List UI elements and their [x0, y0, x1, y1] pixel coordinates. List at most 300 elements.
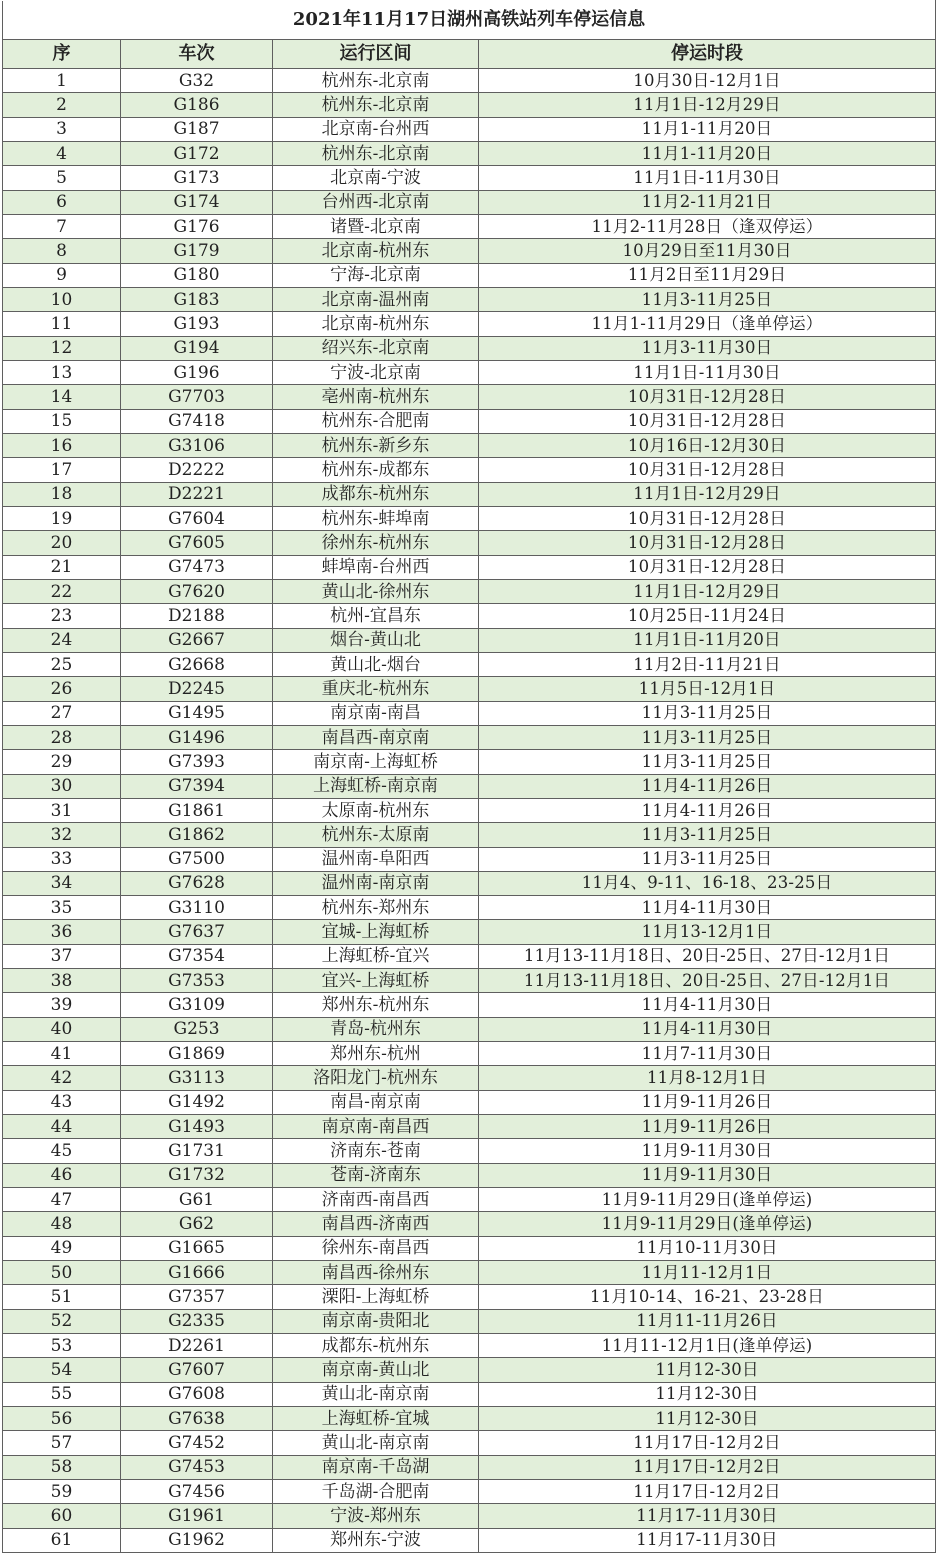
cell-seq: 11	[3, 312, 121, 336]
cell-seq: 33	[3, 847, 121, 871]
cell-period: 11月9-11月29日(逢单停运)	[479, 1188, 936, 1212]
cell-train: G186	[121, 93, 273, 117]
cell-route: 郑州东-杭州东	[273, 993, 479, 1017]
cell-train: G3109	[121, 993, 273, 1017]
cell-period: 11月3-11月25日	[479, 725, 936, 749]
cell-route: 北京南-宁波	[273, 166, 479, 190]
cell-route: 溧阳-上海虹桥	[273, 1285, 479, 1309]
cell-period: 11月1日-11月30日	[479, 360, 936, 384]
cell-period: 11月8-12月1日	[479, 1066, 936, 1090]
cell-train: G253	[121, 1017, 273, 1041]
cell-seq: 34	[3, 871, 121, 895]
cell-seq: 48	[3, 1212, 121, 1236]
cell-seq: 8	[3, 239, 121, 263]
cell-seq: 19	[3, 506, 121, 530]
cell-route: 杭州-宜昌东	[273, 604, 479, 628]
cell-train: G176	[121, 214, 273, 238]
cell-seq: 18	[3, 482, 121, 506]
cell-train: G7353	[121, 969, 273, 993]
table-row	[3, 555, 936, 579]
cell-period: 11月1-11月20日	[479, 141, 936, 165]
cell-period: 10月31日-12月28日	[479, 385, 936, 409]
cell-period: 11月2-11月28日（逢双停运）	[479, 214, 936, 238]
cell-train: G1492	[121, 1090, 273, 1114]
cell-seq: 57	[3, 1431, 121, 1455]
cell-route: 杭州东-郑州东	[273, 896, 479, 920]
table-row	[3, 1431, 936, 1455]
table-row	[3, 1261, 936, 1285]
cell-seq: 38	[3, 969, 121, 993]
cell-seq: 17	[3, 458, 121, 482]
cell-seq: 4	[3, 141, 121, 165]
table-row	[3, 1334, 936, 1358]
cell-route: 杭州东-北京南	[273, 93, 479, 117]
cell-route: 南昌西-济南西	[273, 1212, 479, 1236]
cell-period: 11月12-30日	[479, 1407, 936, 1431]
cell-train: G7604	[121, 506, 273, 530]
cell-train: G174	[121, 190, 273, 214]
cell-period: 11月1日-12月29日	[479, 482, 936, 506]
header-train: 车次	[121, 40, 273, 69]
table-row	[3, 701, 936, 725]
cell-period: 11月4-11月30日	[479, 993, 936, 1017]
cell-train: G3113	[121, 1066, 273, 1090]
cell-period: 11月9-11月30日	[479, 1163, 936, 1187]
table-row	[3, 239, 936, 263]
cell-train: G7456	[121, 1480, 273, 1504]
cell-route: 南昌西-南京南	[273, 725, 479, 749]
cell-period: 11月11-11月26日	[479, 1309, 936, 1333]
table-title: 2021年11月17日湖州高铁站列车停运信息	[3, 1, 936, 40]
cell-route: 苍南-济南东	[273, 1163, 479, 1187]
cell-period: 11月13-12月1日	[479, 920, 936, 944]
cell-period: 10月29日至11月30日	[479, 239, 936, 263]
stop-service-table	[2, 0, 936, 1553]
cell-seq: 12	[3, 336, 121, 360]
cell-route: 黄山北-南京南	[273, 1382, 479, 1406]
table-row	[3, 604, 936, 628]
cell-route: 亳州南-杭州东	[273, 385, 479, 409]
cell-train: D2188	[121, 604, 273, 628]
table-row	[3, 1139, 936, 1163]
table-row	[3, 433, 936, 457]
table-row	[3, 336, 936, 360]
cell-train: G7607	[121, 1358, 273, 1382]
cell-period: 11月11-12月1日	[479, 1261, 936, 1285]
cell-period: 10月31日-12月28日	[479, 409, 936, 433]
cell-train: G1732	[121, 1163, 273, 1187]
cell-route: 上海虹桥-南京南	[273, 774, 479, 798]
table-row	[3, 190, 936, 214]
cell-seq: 61	[3, 1528, 121, 1552]
table-row	[3, 896, 936, 920]
cell-seq: 28	[3, 725, 121, 749]
table-row	[3, 871, 936, 895]
cell-train: G1962	[121, 1528, 273, 1552]
cell-train: G7418	[121, 409, 273, 433]
cell-seq: 56	[3, 1407, 121, 1431]
table-row	[3, 725, 936, 749]
cell-train: G7500	[121, 847, 273, 871]
cell-period: 11月13-11月18日、20日-25日、27日-12月1日	[479, 969, 936, 993]
cell-period: 11月17日-12月2日	[479, 1431, 936, 1455]
cell-seq: 45	[3, 1139, 121, 1163]
cell-period: 11月9-11月26日	[479, 1090, 936, 1114]
table-row	[3, 579, 936, 603]
cell-route: 北京南-杭州东	[273, 312, 479, 336]
cell-route: 南昌西-徐州东	[273, 1261, 479, 1285]
table-row	[3, 1017, 936, 1041]
table-row	[3, 993, 936, 1017]
cell-period: 11月12-30日	[479, 1382, 936, 1406]
cell-route: 绍兴东-北京南	[273, 336, 479, 360]
cell-seq: 41	[3, 1042, 121, 1066]
cell-route: 南京南-上海虹桥	[273, 750, 479, 774]
header-row	[3, 40, 936, 69]
cell-route: 杭州东-成都东	[273, 458, 479, 482]
cell-period: 10月30日-12月1日	[479, 69, 936, 93]
title-row	[3, 1, 936, 40]
cell-seq: 32	[3, 823, 121, 847]
cell-seq: 24	[3, 628, 121, 652]
table-row	[3, 677, 936, 701]
cell-period: 11月1-11月29日（逢单停运）	[479, 312, 936, 336]
cell-period: 11月7-11月30日	[479, 1042, 936, 1066]
cell-route: 宁海-北京南	[273, 263, 479, 287]
table-row	[3, 458, 936, 482]
cell-route: 青岛-杭州东	[273, 1017, 479, 1041]
cell-period: 11月17日-12月2日	[479, 1480, 936, 1504]
cell-route: 宜兴-上海虹桥	[273, 969, 479, 993]
cell-route: 北京南-温州南	[273, 287, 479, 311]
cell-seq: 50	[3, 1261, 121, 1285]
cell-period: 10月31日-12月28日	[479, 458, 936, 482]
cell-seq: 6	[3, 190, 121, 214]
cell-train: G1495	[121, 701, 273, 725]
table-row	[3, 1407, 936, 1431]
cell-seq: 10	[3, 287, 121, 311]
cell-route: 太原南-杭州东	[273, 798, 479, 822]
table-row	[3, 798, 936, 822]
cell-period: 11月10-11月30日	[479, 1236, 936, 1260]
cell-route: 上海虹桥-宜城	[273, 1407, 479, 1431]
cell-route: 杭州东-北京南	[273, 141, 479, 165]
cell-period: 11月3-11月25日	[479, 287, 936, 311]
table-row	[3, 1504, 936, 1528]
table-row	[3, 117, 936, 141]
table-row	[3, 141, 936, 165]
cell-seq: 21	[3, 555, 121, 579]
cell-route: 济南西-南昌西	[273, 1188, 479, 1212]
table-row	[3, 214, 936, 238]
cell-train: G7628	[121, 871, 273, 895]
cell-train: G1493	[121, 1115, 273, 1139]
cell-route: 重庆北-杭州东	[273, 677, 479, 701]
cell-route: 徐州东-杭州东	[273, 531, 479, 555]
cell-seq: 16	[3, 433, 121, 457]
table-row	[3, 69, 936, 93]
table-row	[3, 1042, 936, 1066]
table-row	[3, 1236, 936, 1260]
cell-seq: 54	[3, 1358, 121, 1382]
table-row	[3, 360, 936, 384]
cell-period: 11月1-11月20日	[479, 117, 936, 141]
cell-train: G61	[121, 1188, 273, 1212]
header-seq: 序	[3, 40, 121, 69]
cell-seq: 40	[3, 1017, 121, 1041]
cell-train: G193	[121, 312, 273, 336]
header-period: 停运时段	[479, 40, 936, 69]
cell-seq: 42	[3, 1066, 121, 1090]
cell-period: 11月2-11月21日	[479, 190, 936, 214]
cell-period: 10月25日-11月24日	[479, 604, 936, 628]
cell-route: 北京南-杭州东	[273, 239, 479, 263]
table-row	[3, 1163, 936, 1187]
cell-period: 11月1日-12月29日	[479, 579, 936, 603]
table-row	[3, 847, 936, 871]
table-row	[3, 166, 936, 190]
cell-period: 11月1日-12月29日	[479, 93, 936, 117]
cell-train: G180	[121, 263, 273, 287]
table-row	[3, 93, 936, 117]
cell-period: 11月3-11月30日	[479, 336, 936, 360]
cell-route: 宜城-上海虹桥	[273, 920, 479, 944]
cell-train: G62	[121, 1212, 273, 1236]
cell-seq: 52	[3, 1309, 121, 1333]
cell-train: G194	[121, 336, 273, 360]
cell-route: 宁波-郑州东	[273, 1504, 479, 1528]
cell-seq: 39	[3, 993, 121, 1017]
cell-route: 上海虹桥-宜兴	[273, 944, 479, 968]
cell-train: G1869	[121, 1042, 273, 1066]
cell-seq: 9	[3, 263, 121, 287]
cell-seq: 58	[3, 1455, 121, 1479]
cell-train: G2335	[121, 1309, 273, 1333]
cell-route: 南昌-南京南	[273, 1090, 479, 1114]
cell-period: 11月5日-12月1日	[479, 677, 936, 701]
cell-period: 11月13-11月18日、20日-25日、27日-12月1日	[479, 944, 936, 968]
cell-train: G7394	[121, 774, 273, 798]
table-row	[3, 506, 936, 530]
table-row	[3, 1115, 936, 1139]
cell-seq: 30	[3, 774, 121, 798]
cell-route: 千岛湖-合肥南	[273, 1480, 479, 1504]
cell-train: G3110	[121, 896, 273, 920]
cell-route: 宁波-北京南	[273, 360, 479, 384]
cell-seq: 47	[3, 1188, 121, 1212]
cell-train: G179	[121, 239, 273, 263]
cell-seq: 44	[3, 1115, 121, 1139]
cell-train: D2261	[121, 1334, 273, 1358]
cell-route: 黄山北-徐州东	[273, 579, 479, 603]
table-row	[3, 385, 936, 409]
cell-seq: 13	[3, 360, 121, 384]
cell-route: 杭州东-新乡东	[273, 433, 479, 457]
cell-period: 11月17-11月30日	[479, 1504, 936, 1528]
cell-period: 10月31日-12月28日	[479, 506, 936, 530]
cell-route: 蚌埠南-台州西	[273, 555, 479, 579]
table-row	[3, 1066, 936, 1090]
cell-train: G183	[121, 287, 273, 311]
table-row	[3, 823, 936, 847]
cell-train: G7605	[121, 531, 273, 555]
table-row	[3, 1188, 936, 1212]
cell-route: 郑州东-宁波	[273, 1528, 479, 1552]
cell-seq: 3	[3, 117, 121, 141]
cell-train: G7608	[121, 1382, 273, 1406]
table-row	[3, 969, 936, 993]
cell-train: G187	[121, 117, 273, 141]
cell-seq: 36	[3, 920, 121, 944]
cell-route: 温州南-阜阳西	[273, 847, 479, 871]
table-row	[3, 1480, 936, 1504]
cell-period: 11月4-11月26日	[479, 798, 936, 822]
cell-route: 烟台-黄山北	[273, 628, 479, 652]
cell-route: 济南东-苍南	[273, 1139, 479, 1163]
cell-route: 南京南-南昌西	[273, 1115, 479, 1139]
cell-seq: 59	[3, 1480, 121, 1504]
cell-route: 南京南-千岛湖	[273, 1455, 479, 1479]
cell-period: 10月16日-12月30日	[479, 433, 936, 457]
cell-period: 11月9-11月26日	[479, 1115, 936, 1139]
cell-seq: 35	[3, 896, 121, 920]
cell-route: 成都东-杭州东	[273, 482, 479, 506]
table-row	[3, 312, 936, 336]
cell-train: G1666	[121, 1261, 273, 1285]
cell-train: D2245	[121, 677, 273, 701]
cell-train: G1665	[121, 1236, 273, 1260]
cell-train: G3106	[121, 433, 273, 457]
table-row	[3, 628, 936, 652]
cell-route: 杭州东-蚌埠南	[273, 506, 479, 530]
cell-route: 郑州东-杭州	[273, 1042, 479, 1066]
cell-route: 黄山北-南京南	[273, 1431, 479, 1455]
cell-train: G1861	[121, 798, 273, 822]
cell-route: 南京南-贵阳北	[273, 1309, 479, 1333]
cell-seq: 26	[3, 677, 121, 701]
cell-train: G7354	[121, 944, 273, 968]
cell-train: G2667	[121, 628, 273, 652]
cell-period: 11月11-12月1日(逢单停运)	[479, 1334, 936, 1358]
cell-train: G7473	[121, 555, 273, 579]
cell-train: G7638	[121, 1407, 273, 1431]
cell-route: 温州南-南京南	[273, 871, 479, 895]
cell-period: 11月3-11月25日	[479, 823, 936, 847]
cell-period: 11月17日-12月2日	[479, 1455, 936, 1479]
cell-seq: 43	[3, 1090, 121, 1114]
cell-route: 徐州东-南昌西	[273, 1236, 479, 1260]
cell-period: 11月2日至11月29日	[479, 263, 936, 287]
cell-period: 11月3-11月25日	[479, 847, 936, 871]
table-row	[3, 1309, 936, 1333]
table-body	[3, 69, 936, 1553]
cell-period: 11月1日-11月20日	[479, 628, 936, 652]
cell-period: 11月9-11月29日(逢单停运)	[479, 1212, 936, 1236]
table-row	[3, 482, 936, 506]
cell-period: 11月9-11月30日	[479, 1139, 936, 1163]
cell-period: 10月31日-12月28日	[479, 531, 936, 555]
cell-train: G2668	[121, 652, 273, 676]
cell-seq: 7	[3, 214, 121, 238]
table-row	[3, 652, 936, 676]
cell-seq: 15	[3, 409, 121, 433]
cell-train: G32	[121, 69, 273, 93]
cell-seq: 31	[3, 798, 121, 822]
table-row	[3, 1358, 936, 1382]
cell-period: 11月4、9-11、16-18、23-25日	[479, 871, 936, 895]
cell-period: 10月31日-12月28日	[479, 555, 936, 579]
cell-train: D2222	[121, 458, 273, 482]
cell-train: D2221	[121, 482, 273, 506]
table-row	[3, 409, 936, 433]
cell-route: 南京南-南昌	[273, 701, 479, 725]
cell-train: G7452	[121, 1431, 273, 1455]
cell-route: 诸暨-北京南	[273, 214, 479, 238]
cell-seq: 29	[3, 750, 121, 774]
cell-train: G7453	[121, 1455, 273, 1479]
cell-seq: 2	[3, 93, 121, 117]
cell-train: G196	[121, 360, 273, 384]
cell-period: 11月3-11月25日	[479, 750, 936, 774]
cell-seq: 22	[3, 579, 121, 603]
cell-period: 11月17-11月30日	[479, 1528, 936, 1552]
cell-route: 洛阳龙门-杭州东	[273, 1066, 479, 1090]
header-route: 运行区间	[273, 40, 479, 69]
cell-train: G7703	[121, 385, 273, 409]
cell-train: G172	[121, 141, 273, 165]
cell-route: 杭州东-合肥南	[273, 409, 479, 433]
table-row	[3, 287, 936, 311]
cell-train: G1961	[121, 1504, 273, 1528]
cell-period: 11月4-11月30日	[479, 1017, 936, 1041]
cell-seq: 55	[3, 1382, 121, 1406]
table-row	[3, 1382, 936, 1406]
cell-route: 北京南-台州西	[273, 117, 479, 141]
cell-route: 杭州东-北京南	[273, 69, 479, 93]
cell-seq: 5	[3, 166, 121, 190]
table-row	[3, 750, 936, 774]
cell-period: 11月1日-11月30日	[479, 166, 936, 190]
cell-period: 11月4-11月26日	[479, 774, 936, 798]
table-row	[3, 1212, 936, 1236]
cell-seq: 37	[3, 944, 121, 968]
cell-train: G7393	[121, 750, 273, 774]
cell-train: G1862	[121, 823, 273, 847]
cell-seq: 25	[3, 652, 121, 676]
cell-train: G1496	[121, 725, 273, 749]
table-row	[3, 1455, 936, 1479]
cell-period: 11月4-11月30日	[479, 896, 936, 920]
cell-seq: 1	[3, 69, 121, 93]
cell-seq: 20	[3, 531, 121, 555]
cell-seq: 49	[3, 1236, 121, 1260]
cell-seq: 53	[3, 1334, 121, 1358]
cell-seq: 27	[3, 701, 121, 725]
cell-route: 成都东-杭州东	[273, 1334, 479, 1358]
table-row	[3, 263, 936, 287]
table-row	[3, 920, 936, 944]
cell-route: 杭州东-太原南	[273, 823, 479, 847]
table-row	[3, 1528, 936, 1552]
table-row	[3, 1090, 936, 1114]
cell-seq: 46	[3, 1163, 121, 1187]
table-row	[3, 531, 936, 555]
cell-train: G1731	[121, 1139, 273, 1163]
cell-route: 黄山北-烟台	[273, 652, 479, 676]
cell-route: 南京南-黄山北	[273, 1358, 479, 1382]
cell-period: 11月12-30日	[479, 1358, 936, 1382]
cell-period: 11月3-11月25日	[479, 701, 936, 725]
